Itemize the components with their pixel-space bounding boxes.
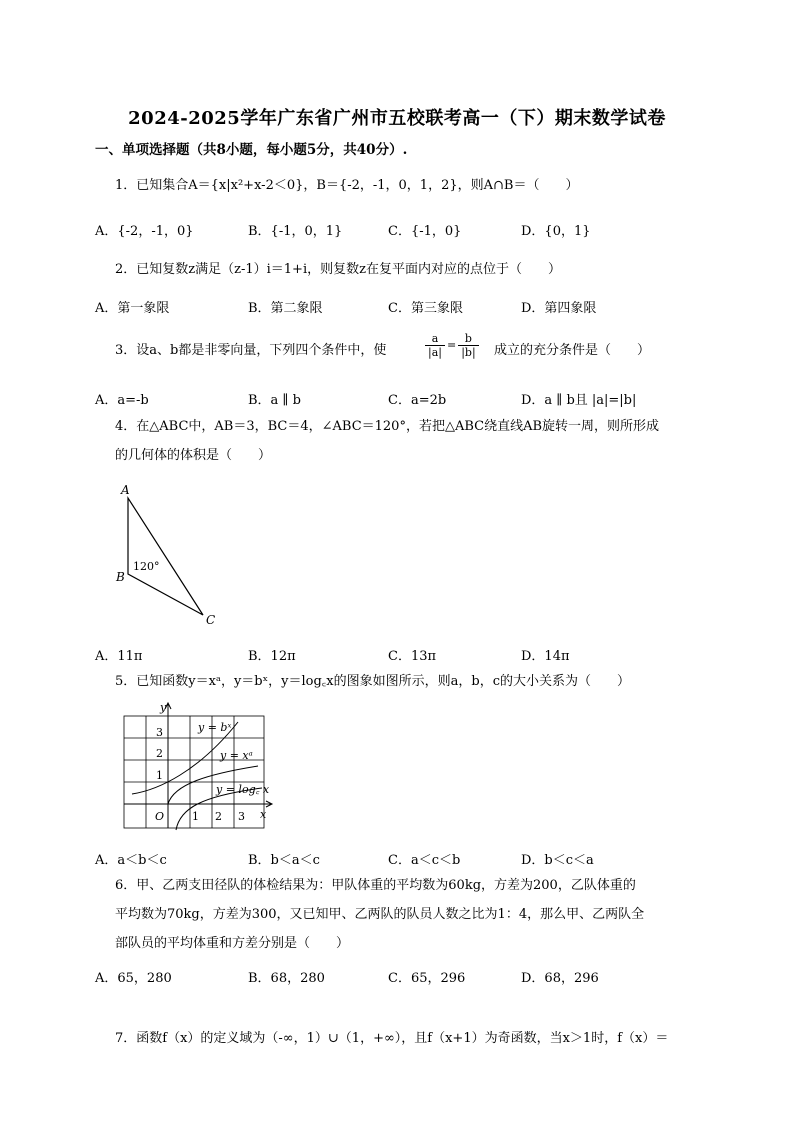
curve-label-log: y = log꜀ x (216, 783, 270, 796)
y-tick-2: 2 (156, 747, 163, 760)
question-4-line1: 4．在△ABC中，AB＝3，BC＝4，∠ABC＝120°，若把△ABC绕直线AB旋转一周，则所形成 (115, 419, 660, 434)
q5-option-b: B．b＜a＜c (248, 853, 320, 868)
question-6-line2: 平均数为70kg，方差为300，又已知甲、乙两队的队员人数之比为1：4，那么甲、乙两队全 (115, 907, 645, 922)
q1-option-d: D．{0，1} (521, 224, 591, 239)
x-tick-1: 1 (192, 810, 199, 823)
q4-option-c: C．13π (388, 649, 437, 664)
q2-option-c: C．第三象限 (388, 301, 463, 316)
q3-option-c: C．a=2b (388, 393, 447, 408)
vertex-a-label: A (121, 483, 130, 497)
x-axis-label: x (260, 808, 267, 821)
x-tick-3: 3 (238, 810, 245, 823)
question-6-line3: 部队员的平均体重和方差分别是（ ） (115, 936, 350, 951)
q1-option-a: A．{-2，-1，0} (95, 224, 194, 239)
q1-option-c: C．{-1，0} (388, 224, 462, 239)
curve-label-exponential: y = bˣ (198, 721, 232, 734)
q3-option-b: B．a ∥ b (248, 393, 301, 408)
q4-option-a: A．11π (95, 649, 143, 664)
x-tick-2: 2 (215, 810, 222, 823)
q6-option-d: D．68，296 (521, 971, 599, 986)
angle-label: 120° (133, 560, 160, 573)
vertex-b-label: B (116, 570, 125, 584)
q6-option-b: B．68，280 (248, 971, 325, 986)
question-6-line1: 6．甲、乙两支田径队的体检结果为：甲队体重的平均数为60kg，方差为200，乙队体重的 (115, 878, 636, 893)
question-2-stem: 2．已知复数z满足（z-1）i＝1+i，则复数z在复平面内对应的点位于（ ） (115, 262, 561, 277)
q5-option-d: D．b＜c＜a (521, 853, 594, 868)
q2-option-d: D．第四象限 (521, 301, 597, 316)
question-7-stem: 7．函数f（x）的定义域为（-∞，1）∪（1，+∞），且f（x+1）为奇函数，当x＞1时，f（x）＝ (115, 1031, 669, 1046)
triangle-figure (110, 478, 230, 628)
y-tick-1: 1 (156, 769, 163, 782)
q3-option-d: D．a ∥ b且 |a|=|b| (521, 393, 637, 408)
q3-option-a: A．a=-b (95, 393, 149, 408)
origin-label: O (155, 810, 165, 823)
q1-option-b: B．{-1，0，1} (248, 224, 343, 239)
question-4-line2: 的几何体的体积是（ ） (115, 448, 272, 463)
section-heading: 一、单项选择题（共8小题，每小题5分，共40分）. (95, 142, 408, 158)
triangle-abc (128, 498, 203, 615)
y-tick-3: 3 (156, 726, 163, 739)
question-3-stem-part1: 3．设a、b都是非零向量，下列四个条件中，使 (115, 343, 387, 358)
function-graph-figure (118, 700, 278, 835)
y-axis-label: y (160, 701, 167, 714)
q5-option-c: C．a＜c＜b (388, 853, 461, 868)
question-1-stem: 1．已知集合A＝{x|x²+x-2＜0}，B＝{-2，-1，0，1，2}，则A∩B＝（ ） (115, 178, 579, 193)
q5-option-a: A．a＜b＜c (95, 853, 167, 868)
q2-option-b: B．第二象限 (248, 301, 323, 316)
q6-option-a: A．65，280 (95, 971, 172, 986)
question-5-stem: 5．已知函数y＝xᵃ，y＝bˣ，y＝log꜀x的图象如图所示，则a，b，c的大小关系为（ ） (115, 674, 630, 689)
q2-option-a: A．第一象限 (95, 301, 170, 316)
question-3-stem-part2: 成立的充分条件是（ ） (494, 343, 651, 358)
page-title: 2024-2025学年广东省广州市五校联考高一（下）期末数学试卷 (128, 108, 666, 129)
curve-label-power: y = xᵃ (220, 749, 253, 762)
vertex-c-label: C (206, 613, 216, 627)
q6-option-c: C．65，296 (388, 971, 466, 986)
question-3-fraction: $\frac{a}{|a|}$ = $\frac{b}{|b|}$ (423, 332, 481, 359)
q4-option-b: B．12π (248, 649, 296, 664)
q4-option-d: D．14π (521, 649, 570, 664)
